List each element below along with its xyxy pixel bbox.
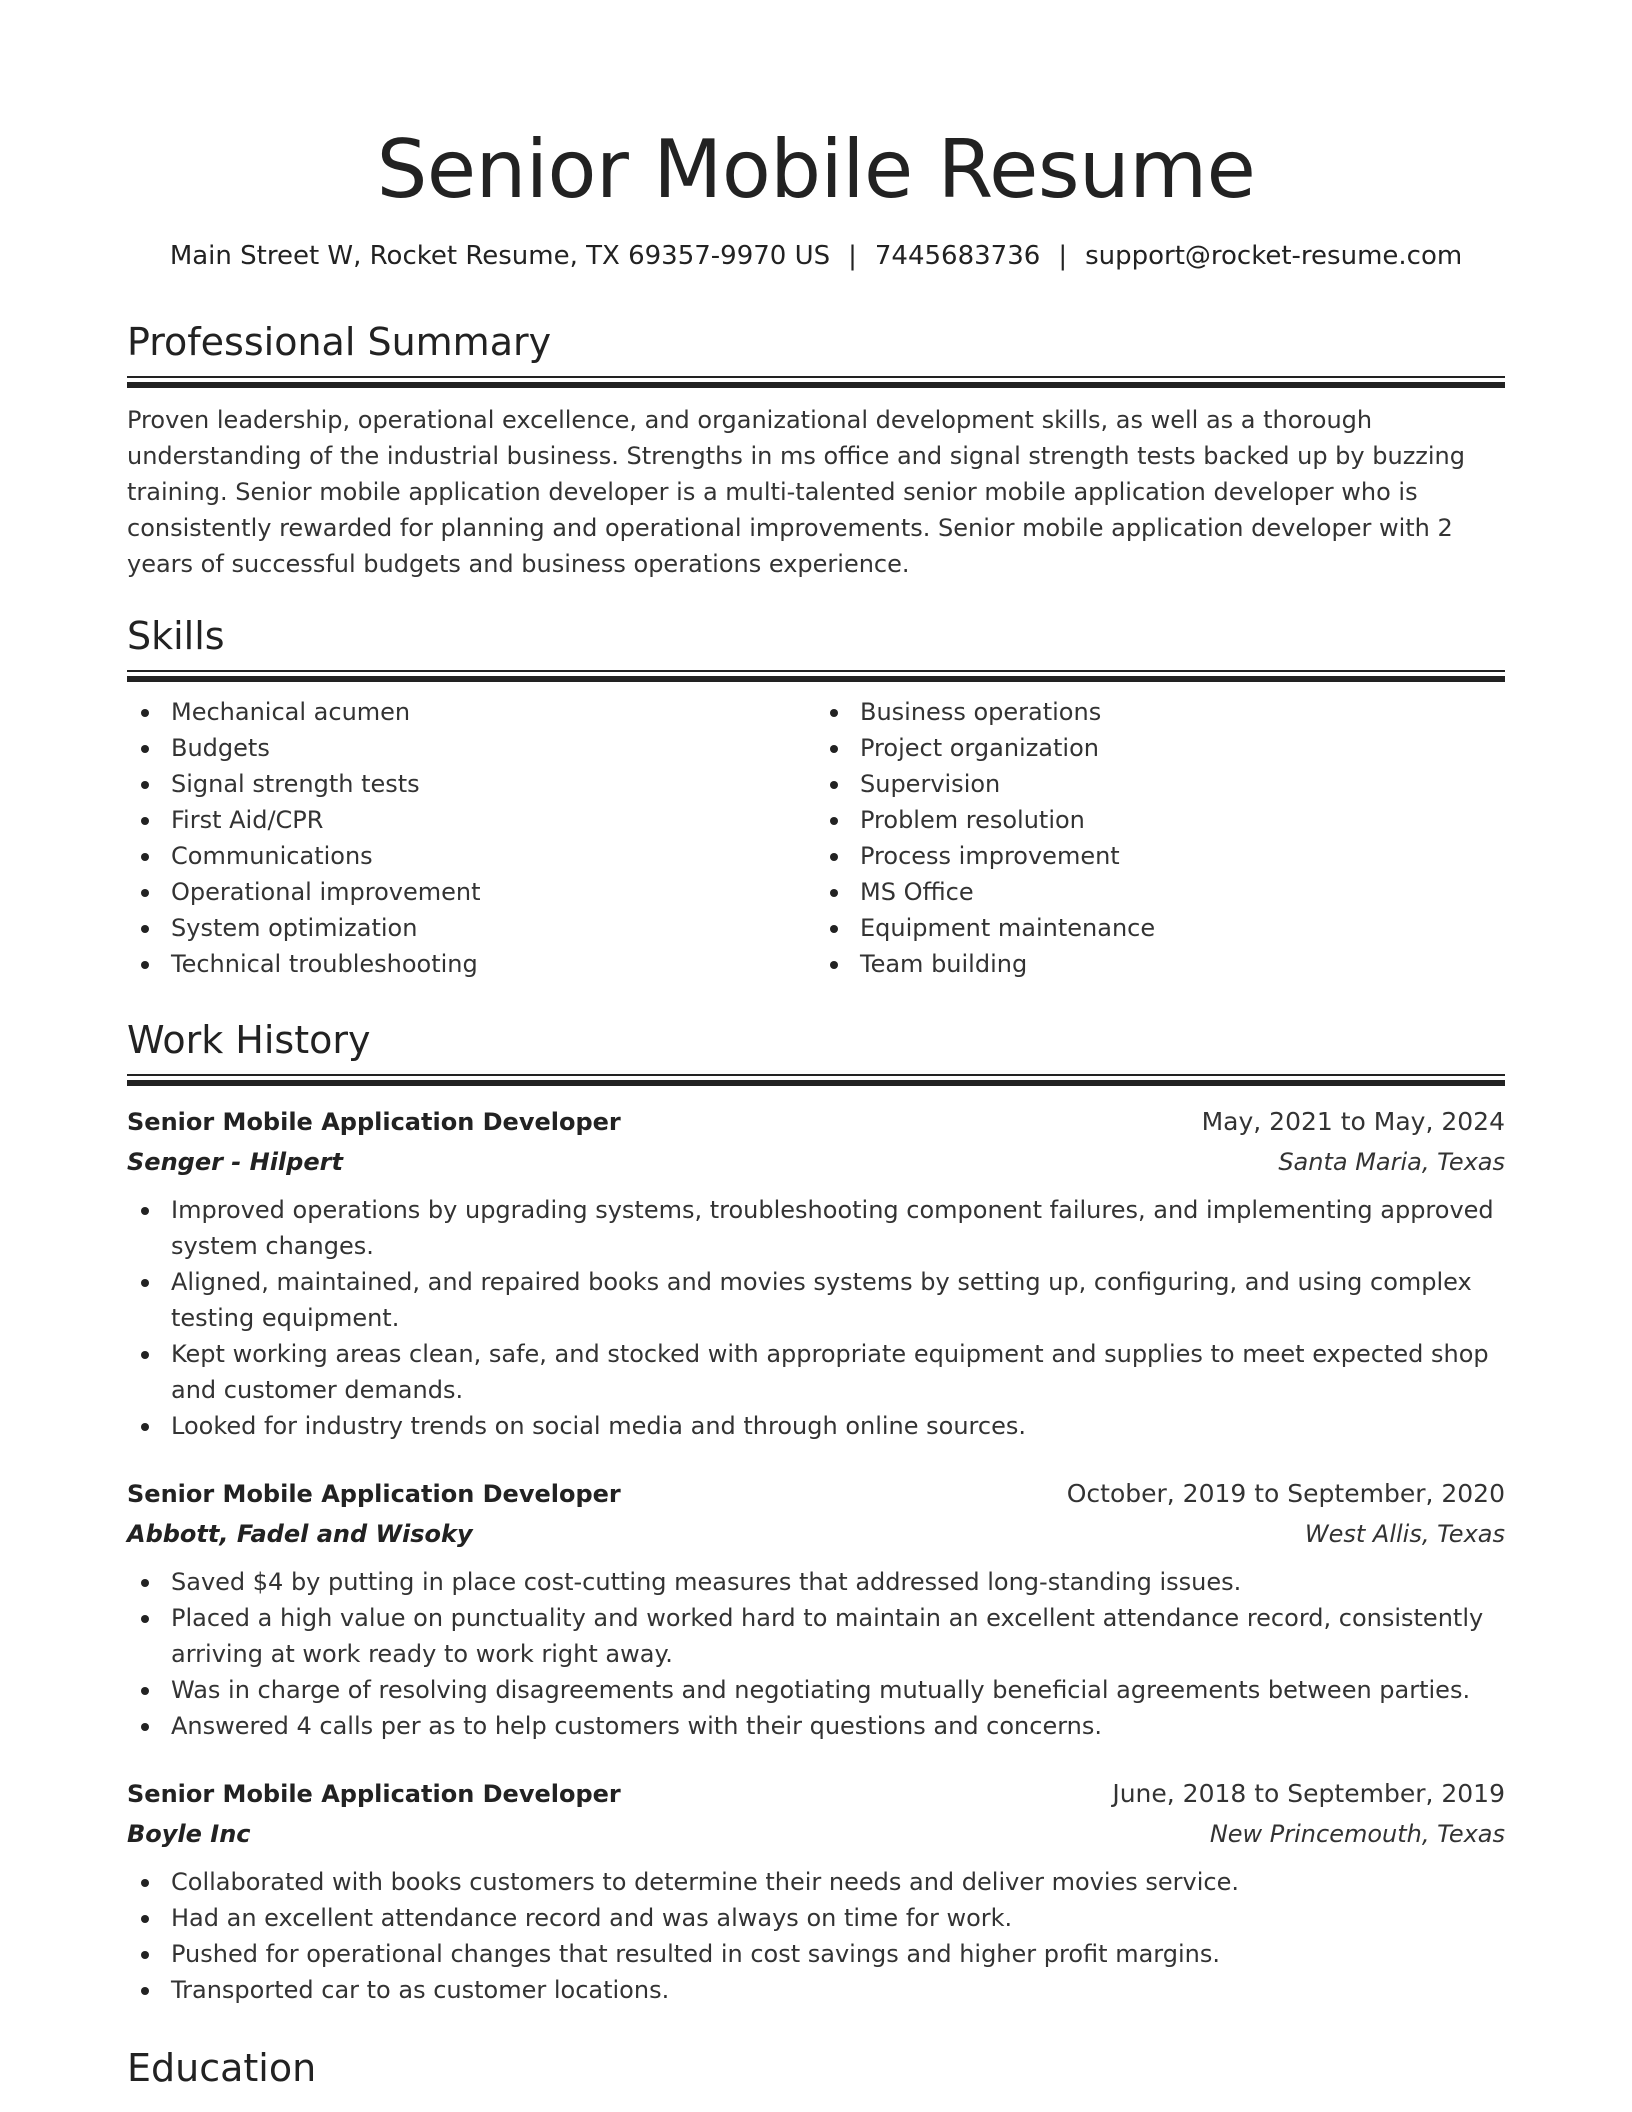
contact-line [0, 238, 1632, 274]
job-company: Boyle Inc [127, 1820, 251, 1848]
job-bullets [127, 1192, 1505, 1444]
job-bullet: Transported car to as customer locations. [127, 1972, 1505, 2008]
section-divider [127, 670, 1505, 682]
job-title: Senior Mobile Application Developer [127, 1108, 621, 1136]
job-bullets [127, 1864, 1505, 2008]
skill-item: Operational improvement [127, 874, 816, 910]
skills-list-right [816, 694, 1505, 982]
job-dates: May, 2021 to May, 2024 [1201, 1107, 1505, 1136]
job-header-row [127, 1474, 1505, 1514]
job-location: West Allis, Texas [1304, 1520, 1505, 1548]
job-header-row [127, 1774, 1505, 1814]
contact-separator: | [848, 241, 857, 271]
skills-columns [127, 694, 1505, 982]
skill-item: Mechanical acumen [127, 694, 816, 730]
skills-section [127, 612, 1505, 982]
skill-item: First Aid/CPR [127, 802, 816, 838]
resume-name: Senior Mobile Resume [376, 123, 1256, 216]
skills-list-left [127, 694, 816, 982]
summary-text: Proven leadership, operational excellence, and organizational development skills, as well as a thorough understanding of the industrial business. Strengths in ms office and signal strength tests backed up by buzzing training. Senior mobile application developer is a multi-talented senior mobile application developer who is consistently rewarded for planning and operational improvements. Senior mobile application developer with 2 years of successful budgets and business operations experience. [127, 406, 1465, 578]
contact-address: Main Street W, Rocket Resume, TX 69357-9970 US [169, 241, 831, 271]
skill-item: Team building [816, 946, 1505, 982]
job-company: Senger - Hilpert [127, 1148, 343, 1176]
section-title-summary: Professional Summary [127, 320, 552, 364]
job-title: Senior Mobile Application Developer [127, 1780, 621, 1808]
job-title: Senior Mobile Application Developer [127, 1480, 621, 1508]
section-title-work-history: Work History [127, 1018, 371, 1062]
skill-item: Equipment maintenance [816, 910, 1505, 946]
job-dates: June, 2018 to September, 2019 [1112, 1779, 1505, 1808]
section-divider [127, 376, 1505, 388]
job-bullet: Placed a high value on punctuality and worked hard to maintain an excellent attendance record, consistently arriving at work ready to work right away. [127, 1600, 1505, 1672]
contact-email: support@rocket-resume.com [1085, 241, 1463, 271]
skill-item: Budgets [127, 730, 816, 766]
work-history-section [127, 1016, 1505, 2008]
job-company-row [127, 1142, 1505, 1182]
job-bullet: Answered 4 calls per as to help customers with their questions and concerns. [127, 1708, 1505, 1744]
job-bullet: Was in charge of resolving disagreements and negotiating mutually beneficial agreements between parties. [127, 1672, 1505, 1708]
job-bullet: Collaborated with books customers to determine their needs and deliver movies service. [127, 1864, 1505, 1900]
job-location: New Princemouth, Texas [1209, 1820, 1505, 1848]
job-company: Abbott, Fadel and Wisoky [127, 1520, 473, 1548]
skill-item: Communications [127, 838, 816, 874]
job-location: Santa Maria, Texas [1278, 1148, 1505, 1176]
job-bullet: Aligned, maintained, and repaired books and movies systems by setting up, configuring, and using complex testing equipment. [127, 1264, 1505, 1336]
job-bullet: Had an excellent attendance record and was always on time for work. [127, 1900, 1505, 1936]
skill-item: Technical troubleshooting [127, 946, 816, 982]
contact-separator: | [1058, 241, 1068, 271]
job-bullets [127, 1564, 1505, 1744]
job-entry [127, 1774, 1505, 2008]
job-entry [127, 1102, 1505, 1444]
skill-item: Signal strength tests [127, 766, 816, 802]
summary-section [127, 318, 1505, 582]
skill-item: MS Office [816, 874, 1505, 910]
job-dates: October, 2019 to September, 2020 [1066, 1479, 1505, 1508]
job-bullet: Kept working areas clean, safe, and stocked with appropriate equipment and supplies to meet expected shop and customer demands. [127, 1336, 1505, 1408]
job-bullet: Pushed for operational changes that resulted in cost savings and higher profit margins. [127, 1936, 1505, 1972]
section-divider [127, 1074, 1505, 1086]
skill-item: Project organization [816, 730, 1505, 766]
skill-item: Business operations [816, 694, 1505, 730]
job-bullet: Looked for industry trends on social media and through online sources. [127, 1408, 1505, 1444]
job-company-row [127, 1814, 1505, 1854]
job-bullet: Improved operations by upgrading systems, troubleshooting component failures, and implementing approved system changes. [127, 1192, 1505, 1264]
job-bullet: Saved $4 by putting in place cost-cutting measures that addressed long-standing issues. [127, 1564, 1505, 1600]
job-header-row [127, 1102, 1505, 1142]
education-section [127, 2044, 1505, 2092]
contact-phone: 7445683736 [874, 241, 1041, 271]
skill-item: Process improvement [816, 838, 1505, 874]
skill-item: System optimization [127, 910, 816, 946]
skill-item: Problem resolution [816, 802, 1505, 838]
skill-item: Supervision [816, 766, 1505, 802]
section-title-education: Education [127, 2046, 317, 2090]
section-title-skills: Skills [127, 614, 225, 658]
job-entry [127, 1474, 1505, 1744]
job-company-row [127, 1514, 1505, 1554]
